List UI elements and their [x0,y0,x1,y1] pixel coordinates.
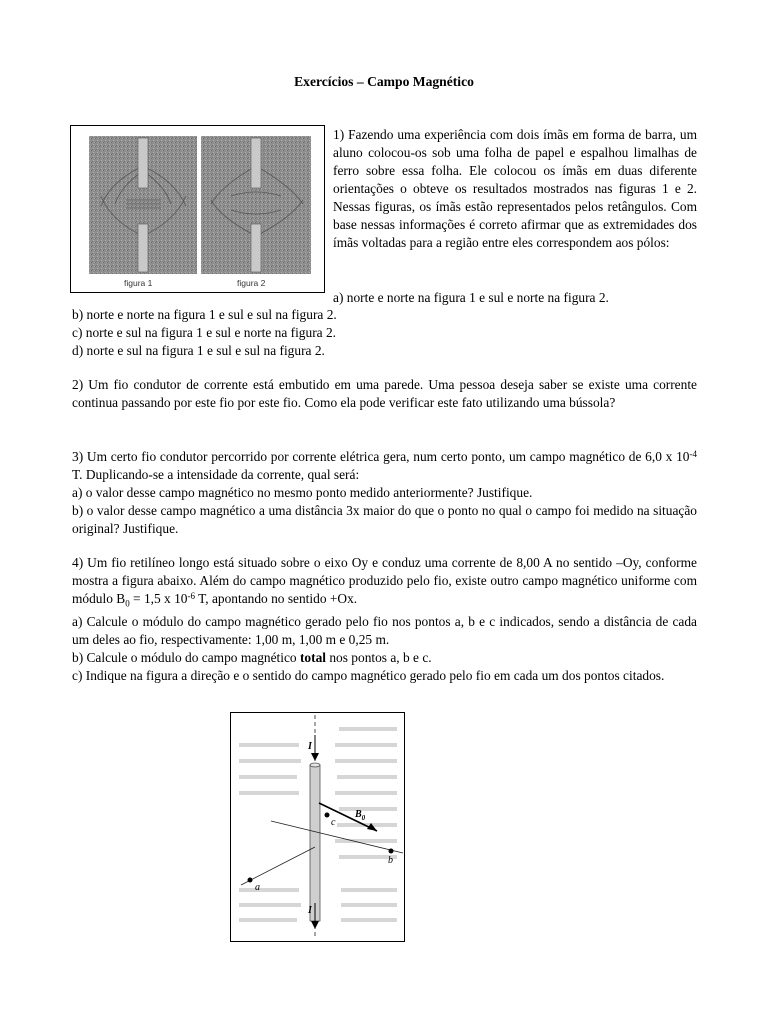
magnet-1-bottom [138,224,148,272]
magnet-1-top [138,138,148,188]
page-title: Exercícios – Campo Magnético [294,74,474,89]
question-4 [72,554,697,685]
current-arrow-bottom-icon [311,921,319,929]
question-2-text: 2) Um fio condutor de corrente está embutido em uma parede. Uma pessoa deseja saber se existe uma corrente continua passando por este fio por este fio. Como ela pode verificar este fato utilizando uma bússola? [72,377,697,410]
current-label-top: I [308,741,312,752]
question-3-b: b) o valor desse campo magnético a uma distância 3x maior do que o ponto no qual o campo foi medido na situação original? Justifique. [72,503,697,536]
point-c-label: c [331,817,336,828]
magnet-2-bottom [251,224,261,272]
question-3 [72,448,697,538]
figure-2-caption: figura 2 [237,278,266,288]
question-3-a: a) o valor desse campo magnético no mesmo ponto medido anteriormente? Justifique. [72,485,533,500]
q1-option-a: a) norte e norte na figura 1 e sul e norte na figura 2. [333,290,609,305]
q1-option-b: b) norte e norte na figura 1 e sul e sul na figura 2. [72,307,337,322]
point-a-label: a [255,882,260,893]
wire-field-diagram [231,713,404,941]
point-c [325,813,330,818]
question-4-a: a) Calcule o módulo do campo magnético gerado pelo fio nos pontos a, b e c indicados, sendo a distância de cada um deles ao fio, respectivamente: 1,00 m, 1,00 m e 0,25 m. [72,613,697,647]
current-label-bottom: I [308,905,312,916]
magnet-filings-figure [70,125,325,293]
b0-label: $B_0$ [355,809,366,822]
question-1-text: 1) Fazendo uma experiência com dois ímãs em forma de barra, um aluno colocou-os sob uma folha de papel e espalhou limalhas de ferro sobre essa folha. Ele colocou os ímãs em duas diferente orientações o obteve os resultados mostrados nas figuras 1 e 2. Nessas figuras, os ímãs estão representados pelos retângulos. Com base nessas informações é correto afirmar que as extremidades dos ímãs voltadas para a região entre eles correspondem aos pólos: [333,127,697,250]
wire-field-figure [230,712,405,942]
current-arrow-top-icon [311,753,319,761]
question-4-b: b) Calcule o módulo do campo magnético total nos pontos a, b e c. [72,649,432,665]
point-b-label: b [388,855,393,866]
q1-option-c: c) norte e sul na figura 1 e sul e norte na figura 2. [72,325,336,340]
question-4-c: c) Indique na figura a direção e o sentido do campo magnético gerado pelo fio em cada um dos pontos citados. [72,667,665,683]
question-2 [72,376,697,412]
magnet-filings-image [71,126,324,292]
magnet-2-top [251,138,261,188]
point-b [389,849,394,854]
q1-option-d: d) norte e sul na figura 1 e sul e sul na figura 2. [72,343,325,358]
question-3-intro: 3) Um certo fio condutor percorrido por corrente elétrica gera, num certo ponto, um campo magnético de 6,0 x $10^{-4}$ T. Duplicando-se a intensidade da corrente, qual será: [72,449,697,482]
figure-1-caption: figura 1 [124,278,153,288]
point-a [248,878,253,883]
wire [310,765,320,921]
question-4-intro: 4) Um fio retilíneo longo está situado sobre o eixo Oy e conduz uma corrente de 8,00 A no sentido –Oy, conforme mostra a figura abaixo. Além do campo magnético produzido pelo fio, existe outro campo magnético uniforme com módulo $B_0 = 1,5$ x $10^{-6}$ T, apontando no sentido +Ox. [72,555,697,609]
